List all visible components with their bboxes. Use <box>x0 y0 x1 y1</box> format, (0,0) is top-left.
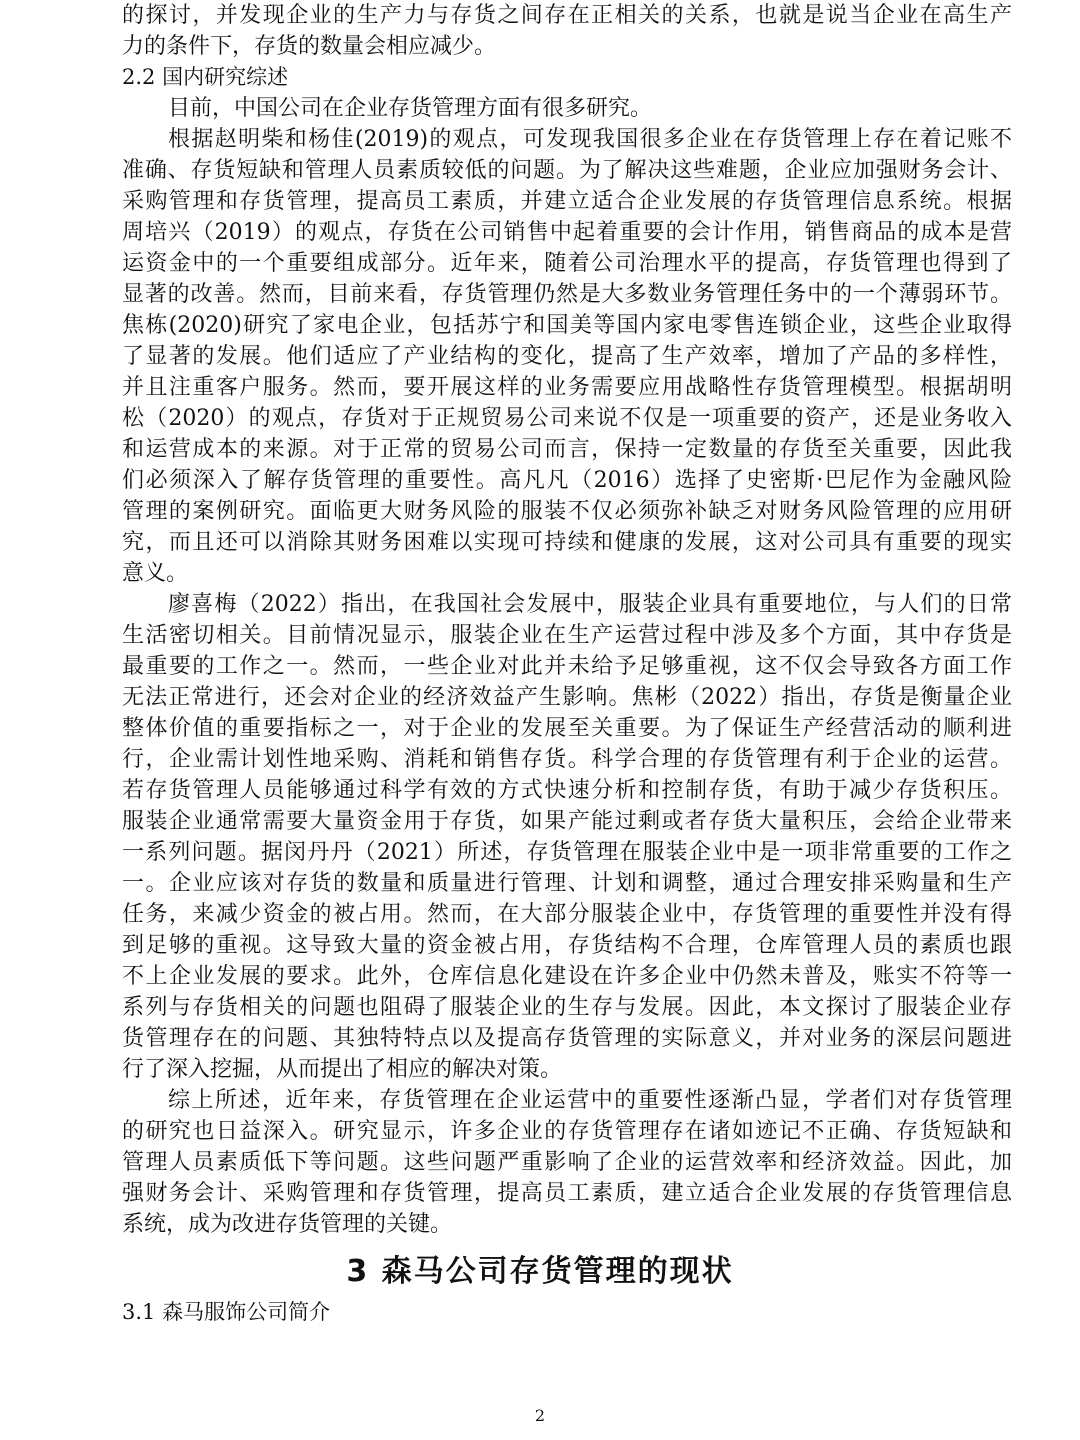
text-line: 们必须深入了解存货管理的重要性。高凡凡（2016）选择了史密斯·巴尼作为金融风险 <box>122 468 1012 493</box>
text-line: 系列与存货相关的问题也阻碍了服装企业的生存与发展。因此，本文探讨了服装企业存 <box>122 995 1012 1020</box>
section-heading-3-1: 3.1 森马服饰公司简介 <box>122 1300 331 1324</box>
paragraph-2 <box>122 589 1012 1085</box>
text-line: 力的条件下，存货的数量会相应减少。 <box>122 34 497 59</box>
text-line: 强财务会计、采购管理和存货管理，提高员工素质，建立适合企业发展的存货管理信息 <box>122 1181 1012 1206</box>
text-line: 根据赵明柴和杨佳(2019)的观点，可发现我国很多企业在存货管理上存在着记账不 <box>168 127 1012 152</box>
text-line: 生活密切相关。目前情况显示，服装企业在生产运营过程中涉及多个方面，其中存货是 <box>122 623 1012 648</box>
text-line: 一系列问题。据闵丹丹（2021）所述，存货管理在服装企业中是一项非常重要的工作之 <box>122 840 1012 865</box>
text-line: 究，而且还可以消除其财务困难以实现可持续和健康的发展，这对公司具有重要的现实 <box>122 530 1012 555</box>
body-text <box>122 0 1012 1240</box>
text-line: 目前，中国公司在企业存货管理方面有很多研究。 <box>168 96 653 121</box>
text-line: 货管理存在的问题、其独特特点以及提高存货管理的实际意义，并对业务的深层问题进 <box>122 1026 1012 1051</box>
text-line: 廖喜梅（2022）指出，在我国社会发展中，服装企业具有重要地位，与人们的日常 <box>168 592 1012 617</box>
text-line: 运资金中的一个重要组成部分。近年来，随着公司治理水平的提高，存货管理也得到了 <box>122 251 1012 276</box>
text-line: 最重要的工作之一。然而，一些企业对此并未给予足够重视，这不仅会导致各方面工作 <box>122 654 1012 679</box>
text-line: 管理的案例研究。面临更大财务风险的服装不仅必须弥补缺乏对财务风险管理的应用研 <box>122 499 1012 524</box>
text-line: 采购管理和存货管理，提高员工素质，并建立适合企业发展的存货管理信息系统。根据 <box>122 189 1012 214</box>
paragraph-top <box>122 0 1012 62</box>
text-line: 一。企业应该对存货的数量和质量进行管理、计划和调整，通过合理安排采购量和生产 <box>122 871 1012 896</box>
text-line: 不上企业发展的要求。此外，仓库信息化建设在许多企业中仍然未普及，账实不符等一 <box>122 964 1012 989</box>
text-line: 意义。 <box>122 561 189 586</box>
text-line: 的研究也日益深入。研究显示，许多企业的存货管理存在诸如迹记不正确、存货短缺和 <box>122 1119 1012 1144</box>
text-line: 行，企业需计划性地采购、消耗和销售存货。科学合理的存货管理有利于企业的运营。 <box>122 747 1012 772</box>
text-line: 行了深入挖掘，从而提出了相应的解决对策。 <box>122 1057 563 1082</box>
text-line: 到足够的重视。这导致大量的资金被占用，存货结构不合理，仓库管理人员的素质也跟 <box>122 933 1012 958</box>
text-line: 整体价值的重要指标之一，对于企业的发展至关重要。为了保证生产经营活动的顺利进 <box>122 716 1012 741</box>
text-line: 松（2020）的观点，存货对于正规贸易公司来说不仅是一项重要的资产，还是业务收入 <box>122 406 1012 431</box>
text-line: 服装企业通常需要大量资金用于存货，如果产能过剩或者存货大量积压，会给企业带来 <box>122 809 1012 834</box>
page-number: 2 <box>534 1406 546 1425</box>
text-line: 任务，来减少资金的被占用。然而，在大部分服装企业中，存货管理的重要性并没有得 <box>122 902 1012 927</box>
text-line: 综上所述，近年来，存货管理在企业运营中的重要性逐渐凸显，学者们对存货管理 <box>168 1088 1012 1113</box>
text-line: 焦栋(2020)研究了家电企业，包括苏宁和国美等国内家电零售连锁企业，这些企业取得 <box>122 313 1012 338</box>
text-line: 和运营成本的来源。对于正常的贸易公司而言，保持一定数量的存货至关重要，因此我 <box>122 437 1012 462</box>
paragraph-1 <box>122 124 1012 589</box>
text-line: 了显著的发展。他们适应了产业结构的变化，提高了生产效率，增加了产品的多样性， <box>122 344 1012 369</box>
text-line: 并且注重客户服务。然而，要开展这样的业务需要应用战略性存货管理模型。根据胡明 <box>122 375 1012 400</box>
paragraph-3 <box>122 1085 1012 1240</box>
chapter-title: 3 森马公司存货管理的现状 <box>346 1254 734 1289</box>
text-line: 系统，成为改进存货管理的关键。 <box>122 1212 453 1237</box>
text-line: 周培兴（2019）的观点，存货在公司销售中起着重要的会计作用，销售商品的成本是营 <box>122 220 1012 245</box>
paragraph-intro <box>122 93 1012 124</box>
text-line: 无法正常进行，还会对企业的经济效益产生影响。焦彬（2022）指出，存货是衡量企业 <box>122 685 1012 710</box>
section-heading-2-2: 2.2 国内研究综述 <box>122 65 289 89</box>
text-line: 显著的改善。然而，目前来看，存货管理仍然是大多数业务管理任务中的一个薄弱环节。 <box>122 282 1012 307</box>
text-line: 准确、存货短缺和管理人员素质较低的问题。为了解决这些难题，企业应加强财务会计、 <box>122 158 1012 183</box>
text-line: 的探讨，并发现企业的生产力与存货之间存在正相关的关系，也就是说当企业在高生产 <box>122 3 1012 28</box>
text-line: 若存货管理人员能够通过科学有效的方式快速分析和控制存货，有助于减少存货积压。 <box>122 778 1012 803</box>
text-line: 管理人员素质低下等问题。这些问题严重影响了企业的运营效率和经济效益。因此，加 <box>122 1150 1012 1175</box>
